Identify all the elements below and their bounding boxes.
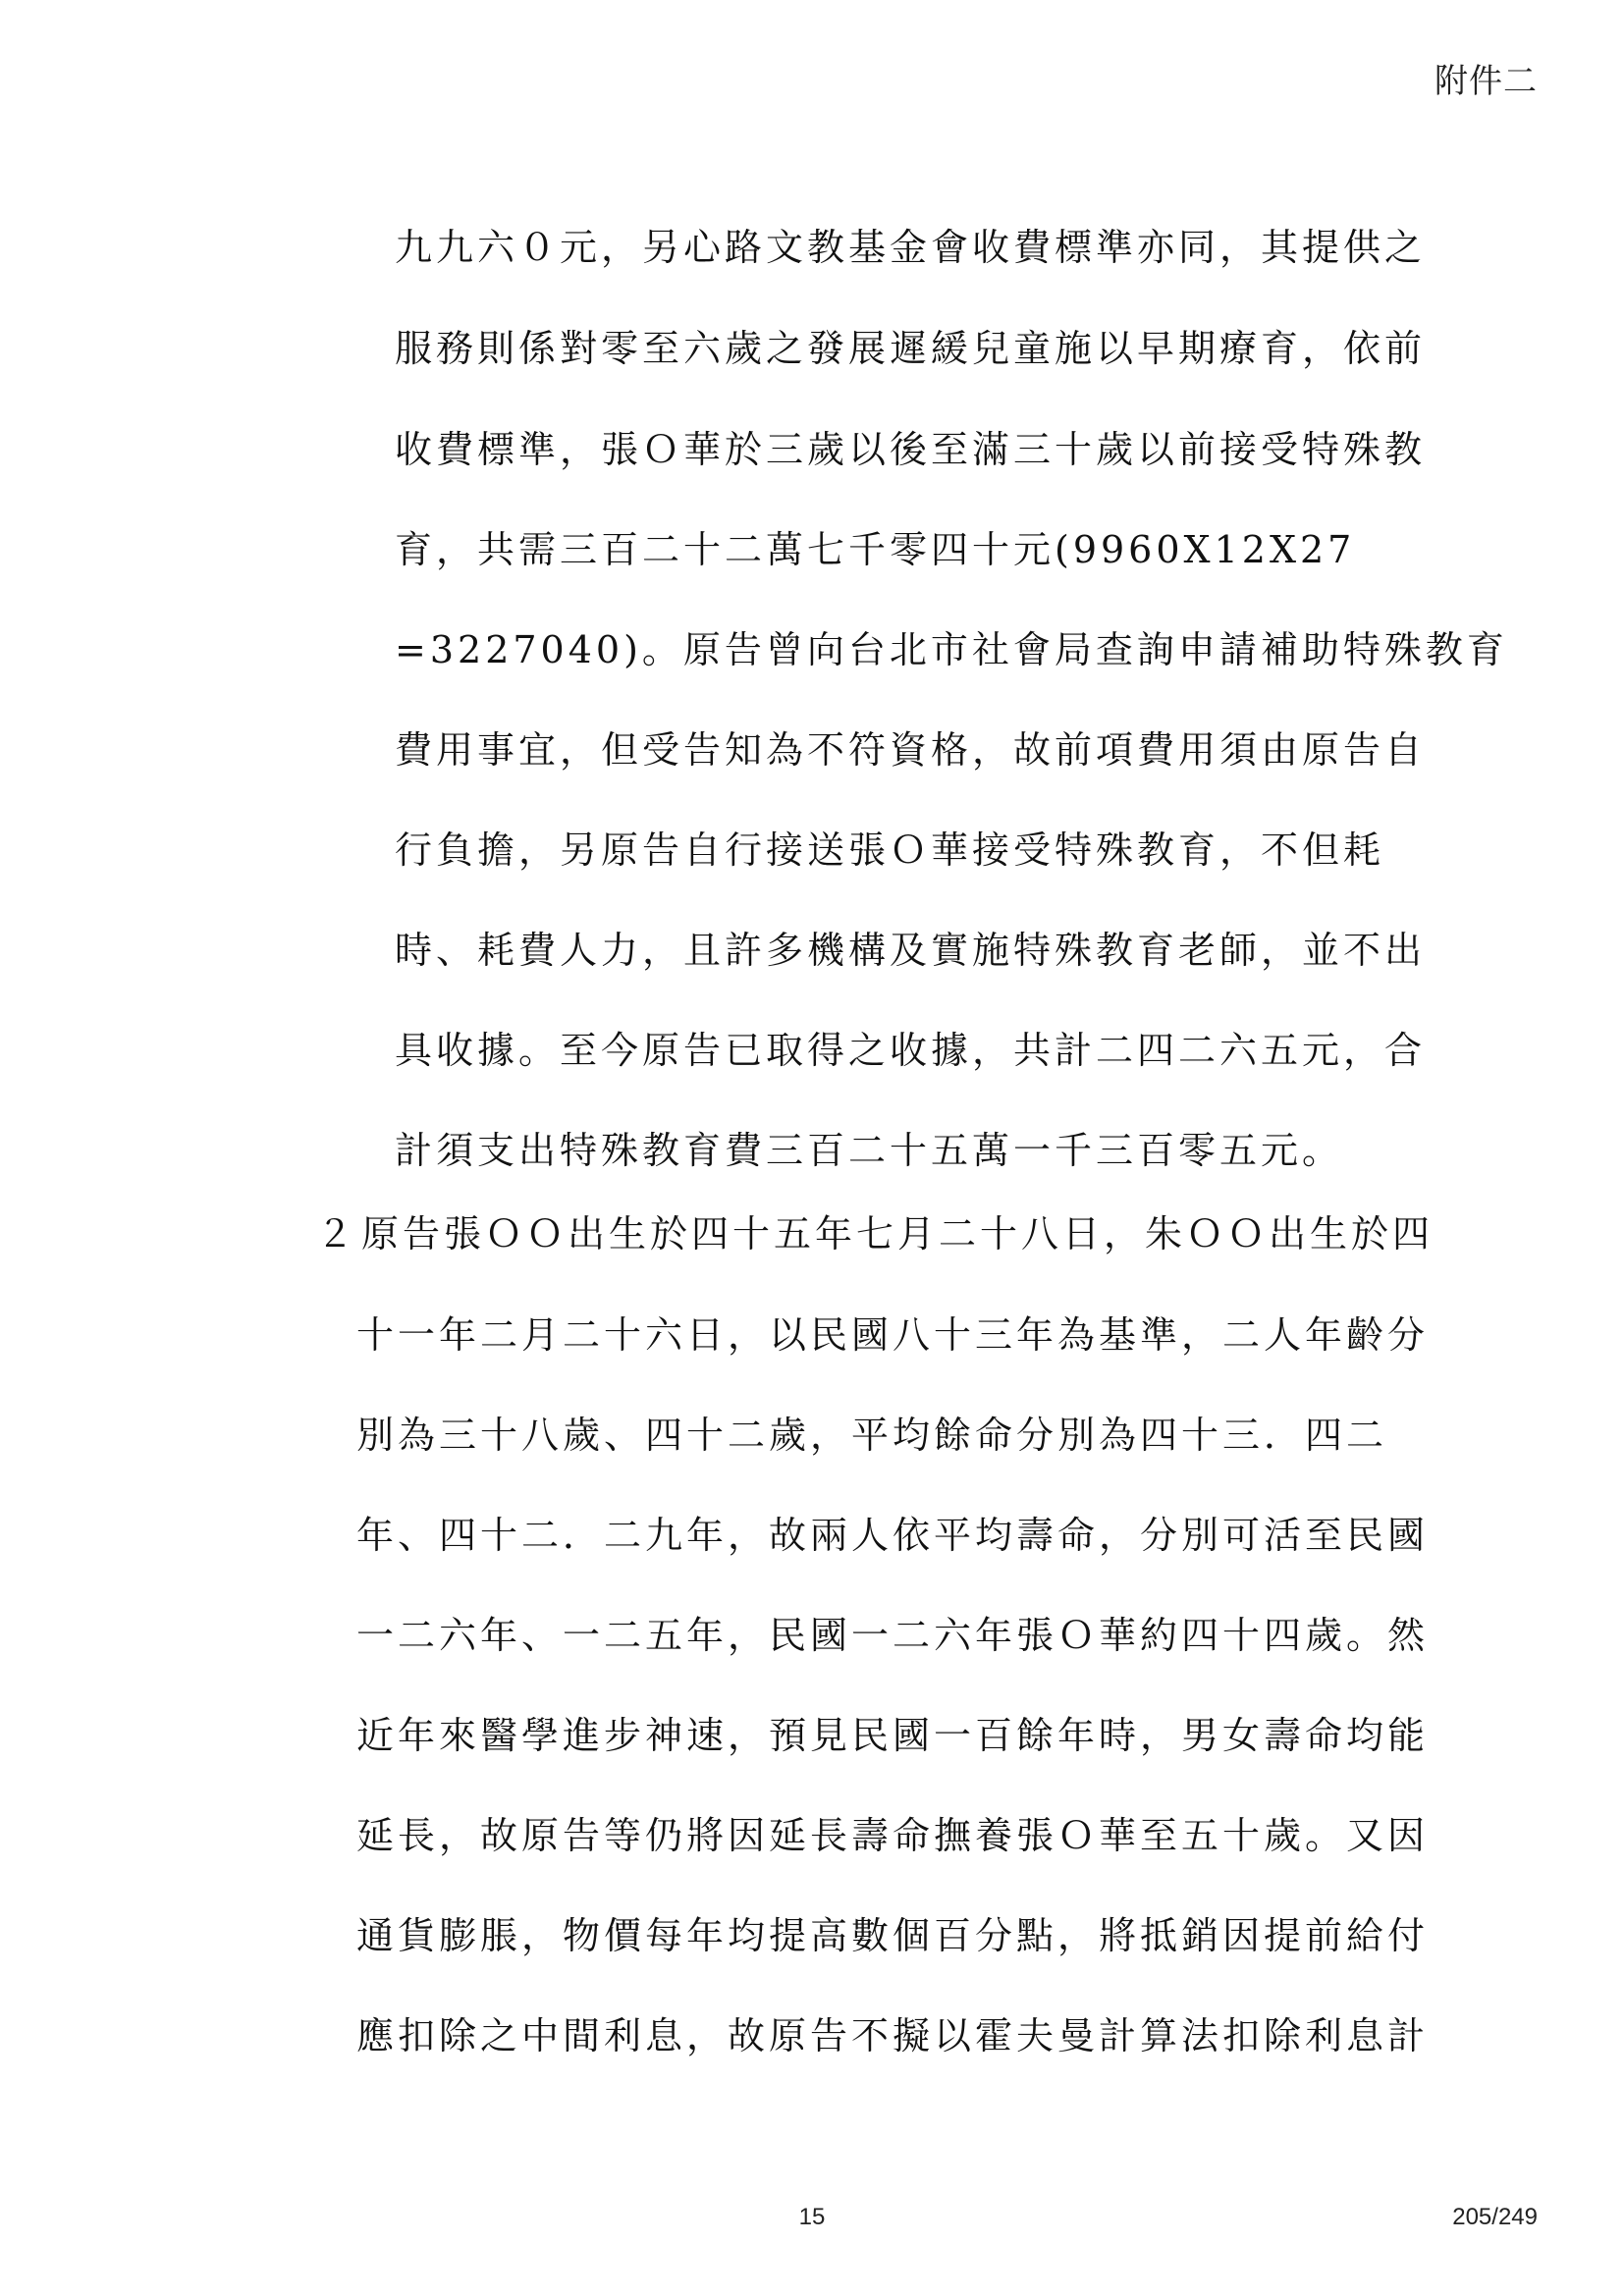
paragraph-2-first-line [316, 1212, 1435, 1255]
paragraph-1-line: =3227040)。原告曾向台北市社會局查詢申請補助特殊教育 [395, 628, 1508, 671]
paragraph-1-line: 行負擔，另原告自行接送張Ｏ華接受特殊教育，不但耗 [395, 828, 1385, 872]
list-number: ２ [316, 1212, 358, 1255]
paragraph-1-line: 育，共需三百二十二萬七千零四十元(9960X12X27 [395, 528, 1356, 571]
paragraph-1-line: 具收據。至今原告已取得之收據，共計二四二六五元，合 [395, 1029, 1427, 1072]
paragraph-2-line: 通貨膨脹，物價每年均提高數個百分點，將抵銷因提前給付 [356, 1914, 1430, 1957]
page-number: 15 [798, 2204, 826, 2230]
paragraph-2-line: 年、四十二．二九年，故兩人依平均壽命，分別可活至民國 [356, 1514, 1430, 1557]
paragraph-1-line: 服務則係對零至六歲之發展遲緩兒童施以早期療育，依前 [395, 327, 1427, 370]
paragraph-1-line: 時、耗費人力，且許多機構及實施特殊教育老師，並不出 [395, 929, 1427, 972]
paragraph-1-line: 費用事宜，但受告知為不符資格，故前項費用須由原告自 [395, 728, 1427, 772]
paragraph-2-line: 一二六年、一二五年，民國一二六年張Ｏ華約四十四歲。然 [356, 1614, 1430, 1657]
paragraph-2-line: 近年來醫學進步神速，預見民國一百餘年時，男女壽命均能 [356, 1714, 1430, 1757]
paragraph-2-line: 原告張ＯＯ出生於四十五年七月二十八日，朱ＯＯ出生於四 [361, 1212, 1435, 1255]
attachment-label: 附件二 [1435, 63, 1538, 100]
paragraph-1-line: 收費標準，張Ｏ華於三歲以後至滿三十歲以前接受特殊教 [395, 428, 1427, 471]
page-count: 205/249 [1452, 2204, 1538, 2230]
paragraph-2-line: 應扣除之中間利息，故原告不擬以霍夫曼計算法扣除利息計 [356, 2014, 1430, 2057]
paragraph-2-line: 延長，故原告等仍將因延長壽命撫養張Ｏ華至五十歲。又因 [356, 1814, 1430, 1857]
paragraph-1-line: 九九六０元，另心路文教基金會收費標準亦同，其提供之 [395, 226, 1427, 269]
paragraph-2-line: 十一年二月二十六日，以民國八十三年為基準，二人年齡分 [356, 1313, 1430, 1357]
paragraph-1-line: 計須支出特殊教育費三百二十五萬一千三百零五元。 [395, 1129, 1344, 1172]
paragraph-2-line: 別為三十八歲、四十二歲，平均餘命分別為四十三．四二 [356, 1414, 1388, 1457]
